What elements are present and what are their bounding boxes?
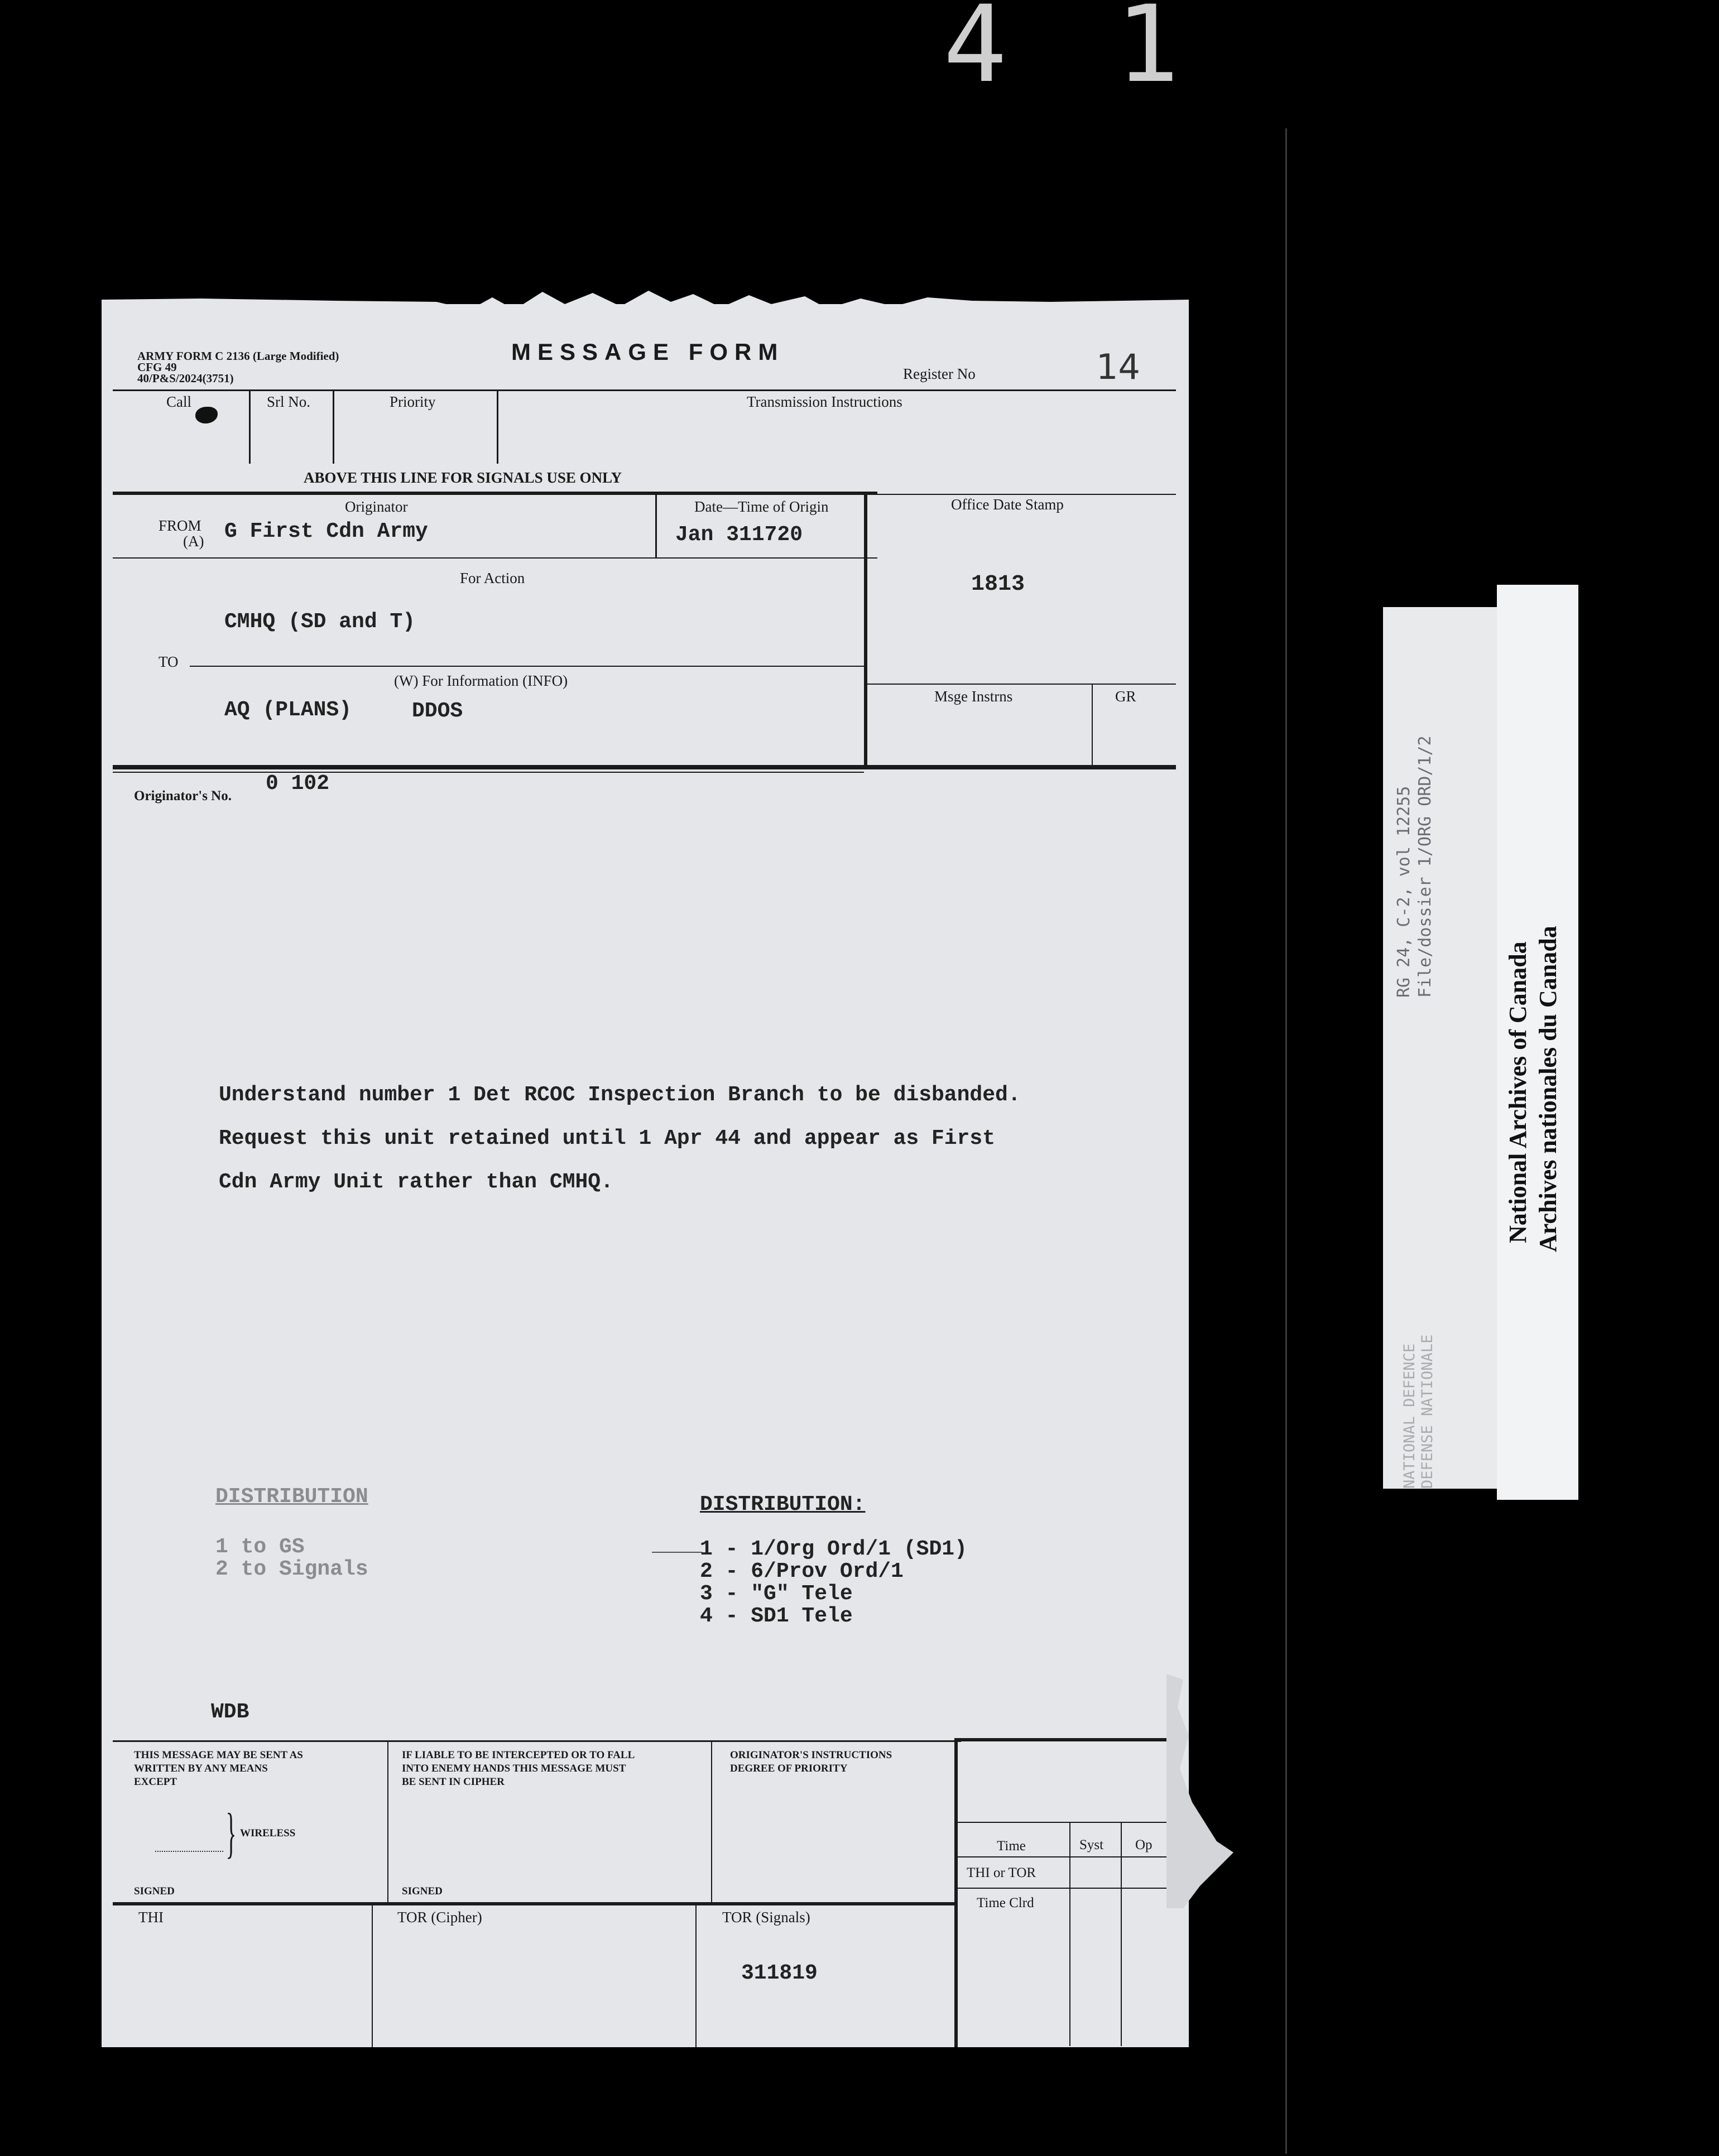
frame-number: 4 1 [943,0,1202,106]
priority-label: Priority [390,393,436,410]
transmission-label: Transmission Instructions [747,393,902,410]
msge-instrns-label: Msge Instrns [934,688,1013,705]
dist-left-line-1: 1 to GS [215,1535,305,1559]
archive-reference-strip [1383,607,1497,1489]
signed-label-2: SIGNED [402,1885,443,1897]
archive-name-en: National Archives of Canada [1504,941,1531,1243]
dist-left-line-2: 2 to Signals [215,1557,368,1581]
message-line-2: Request this unit retained until 1 Apr 44 and appear as First [219,1127,996,1151]
from-sub-label: (A) [183,533,204,550]
signals-only-note: ABOVE THIS LINE FOR SIGNALS USE ONLY [304,469,622,486]
torn-corner [1166,1674,1239,1908]
op-label: Op [1135,1837,1153,1852]
dist-right-line-1: 1 - 1/Org Ord/1 (SD1) [700,1537,967,1561]
time-label: Time [997,1839,1026,1854]
info-value-2: DDOS [412,699,463,723]
cipher-line-2: INTO ENEMY HANDS THIS MESSAGE MUST [402,1763,626,1774]
form-id-line-2: CFG 49 [137,360,177,374]
dist-right-line-4: 4 - SD1 Tele [700,1604,853,1628]
signed-label-1: SIGNED [134,1885,175,1897]
dist-right-line-3: 3 - "G" Tele [700,1582,853,1606]
originators-no-value: 0 102 [266,772,330,796]
info-label: (W) For Information (INFO) [394,672,568,689]
register-value: 14 [1096,346,1140,387]
cipher-line-3: BE SENT IN CIPHER [402,1776,505,1788]
info-value-1: AQ (PLANS) [224,698,352,722]
syst-label: Syst [1079,1837,1104,1852]
stamp-value: 1813 [971,572,1025,597]
thi-label: THI [138,1909,164,1926]
tor-cipher-label: TOR (Cipher) [397,1909,482,1926]
archive-name-fr: Archives nationales du Canada [1534,926,1562,1252]
wireless-label: WIRELESS [240,1827,296,1839]
archive-defence-1: NATIONAL DEFENCE [1401,1343,1418,1489]
sent-as-line-2: WRITTEN BY ANY MEANS [134,1763,268,1774]
wireless-dotted-field [155,1851,223,1852]
archive-label-strip [1497,585,1578,1500]
call-label: Call [166,393,191,410]
originator-label: Originator [345,498,408,515]
from-value: G First Cdn Army [224,519,428,543]
form-id-line-3: 40/P&S/2024(3751) [137,372,234,385]
sent-as-line-1: THIS MESSAGE MAY BE SENT AS [134,1749,303,1761]
tor-signals-label: TOR (Signals) [722,1909,810,1926]
from-label: FROM [159,517,201,534]
thi-or-tor-label: THI or TOR [967,1865,1036,1880]
frame-divider [1285,128,1287,2154]
orig-instr-line-2: DEGREE OF PRIORITY [730,1763,848,1774]
message-form-sheet [102,304,1189,2047]
message-line-1: Understand number 1 Det RCOC Inspection Branch to be disbanded. [219,1083,1021,1107]
date-label: Date—Time of Origin [694,498,829,515]
orig-instr-line-1: ORIGINATOR'S INSTRUCTIONS [730,1749,892,1761]
stamp-label: Office Date Stamp [951,496,1064,513]
archive-reference-2: File/dossier 1/ORG ORD/1/2 [1415,735,1435,998]
cipher-line-1: IF LIABLE TO BE INTERCEPTED OR TO FALL [402,1749,635,1761]
register-label: Register No [903,365,976,382]
ink-blot [195,407,218,424]
time-clrd-label: Time Clrd [977,1895,1034,1910]
to-action-value: CMHQ (SD and T) [224,610,416,634]
message-line-3: Cdn Army Unit rather than CMHQ. [219,1170,613,1194]
initials: WDB [211,1700,249,1724]
tor-signals-value: 311819 [741,1961,818,1985]
dist-left-title: DISTRIBUTION [215,1485,368,1509]
wireless-brace: } [225,1802,237,1864]
archive-defence-2: DEFENSE NATIONALE [1419,1334,1436,1489]
srl-label: Srl No. [267,393,311,410]
dist-right-line-2: 2 - 6/Prov Ord/1 [700,1560,904,1584]
date-value: Jan 311720 [675,523,803,547]
form-id-line-1: ARMY FORM C 2136 (Large Modified) [137,349,339,363]
form-title: MESSAGE FORM [511,339,785,365]
dist-right-title: DISTRIBUTION: [700,1493,866,1517]
archive-reference-1: RG 24, C-2, vol 12255 [1394,786,1414,998]
gr-label: GR [1115,688,1136,705]
for-action-label: For Action [460,570,525,586]
sent-as-line-3: EXCEPT [134,1776,177,1788]
to-label: TO [159,653,179,670]
originators-no-label: Originator's No. [134,788,232,803]
